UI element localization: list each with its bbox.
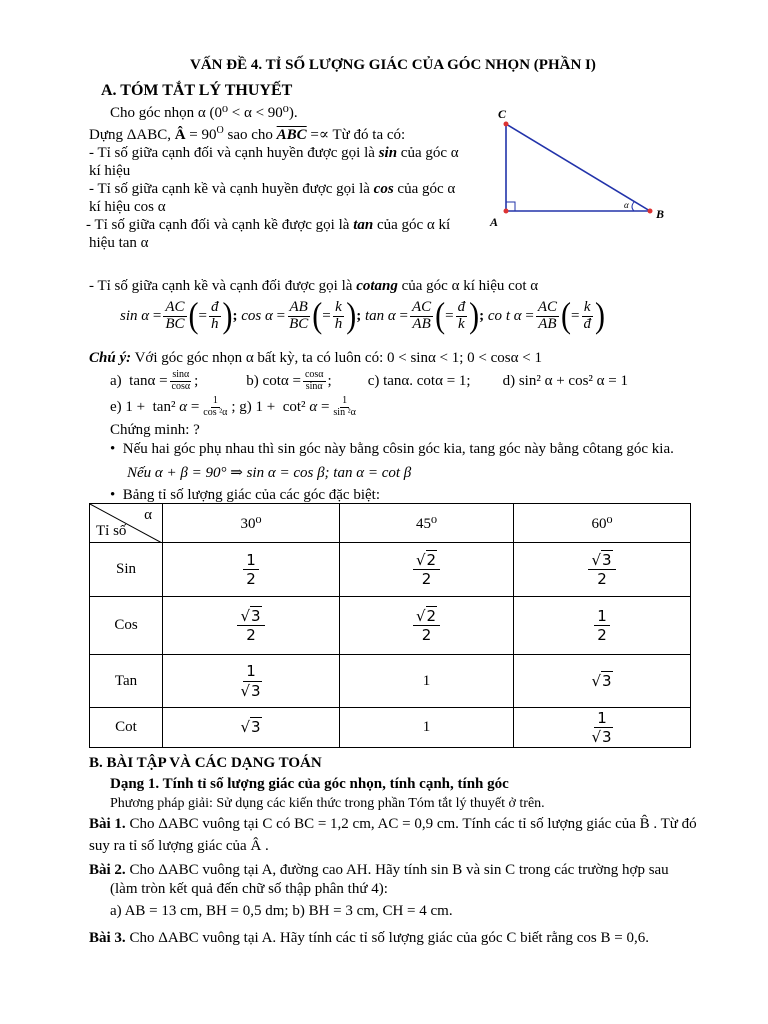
table-corner-cell xyxy=(90,504,163,543)
cot-45: 1 xyxy=(340,708,514,748)
vertex-c-label: C xyxy=(498,107,507,121)
row-label-cos: Cos xyxy=(90,597,163,655)
sin-60: $\frac{√3}{2}$ xyxy=(514,543,691,597)
exercise-1-cont: suy ra tỉ số lượng giác của Â . xyxy=(89,838,269,854)
bullet-complementary-formula: Nếu α + β = 90° ⇒ sin α = cos β; tan α = cot β xyxy=(127,465,412,481)
section-b-heading: B. BÀI TẬP VÀ CÁC DẠNG TOÁN xyxy=(89,755,322,771)
cos-30: $\frac{√3}{2}$ xyxy=(163,597,340,655)
sin-notation: kí hiệu xyxy=(89,163,131,179)
ratio-formulas: sin α = AC BC ( = đ h ) ; cos α = AB BC ( = k h ) ; tan α = AC AB ( = đ k ) ; co t α = AC AB ( = k đ ) xyxy=(120,295,605,336)
tan-definition: - Tỉ số giữa cạnh đối và cạnh kề được gọi là tan của góc α kí xyxy=(86,217,451,233)
corner-ratio-label: Tỉ số xyxy=(96,523,127,539)
bullet-complementary: • Nếu hai góc phụ nhau thì sin góc này bằng côsin góc kia, tang góc này bằng côtang góc kia. xyxy=(110,441,674,457)
method-line: Phương pháp giải: Sử dụng các kiến thức trong phần Tóm tắt lý thuyết ở trên. xyxy=(110,796,545,811)
cos-60: $\frac{1}{2}$ xyxy=(514,597,691,655)
exercise-2-note: (làm tròn kết quả đến chữ số thập phân thứ 4): xyxy=(110,881,388,897)
page-title: VẤN ĐỀ 4. TỈ SỐ LƯỢNG GIÁC CỦA GÓC NHỌN (PHẦN I) xyxy=(190,57,596,73)
exercise-3: Bài 3. Cho ΔABC vuông tại A. Hãy tính các tỉ số lượng giác của góc C biết rằng cos B = 0,6. xyxy=(89,930,649,946)
cot-definition: - Tỉ số giữa cạnh kề và cạnh đối được gọi là cotang của góc α kí hiệu cot α xyxy=(89,278,539,294)
tan-30: $\frac{1}{√3}$ xyxy=(163,655,340,708)
tan-notation: hiệu tan α xyxy=(89,235,149,251)
vertex-b-label: B xyxy=(656,207,665,221)
exercise-1: Bài 1. Cho ΔABC vuông tại C có BC = 1,2 cm, AC = 0,9 cm. Tính các tỉ số lượng giác của B̂ . Từ đó xyxy=(89,816,697,832)
right-triangle-figure xyxy=(488,104,668,230)
theory-line1: Cho góc nhọn α (0⁰ < α < 90⁰). xyxy=(110,105,298,121)
tan-45: 1 xyxy=(340,655,514,708)
header-60: 60⁰ xyxy=(514,504,691,543)
row-label-sin: Sin xyxy=(90,543,163,597)
special-angle-table xyxy=(89,503,691,748)
tan-60: √3 xyxy=(514,655,691,708)
sin-definition: - Tỉ số giữa cạnh đối và cạnh huyền được gọi là sin của góc α xyxy=(89,145,459,161)
proof-line: Chứng minh: ? xyxy=(110,422,200,438)
vertex-a-label: A xyxy=(490,215,499,229)
bullet-table-intro: • Bảng tỉ số lượng giác của các góc đặc biệt: xyxy=(110,487,380,503)
identity-e-g: e) 1 + tan² α = $\frac{1}{\text{cos ²α}}$ ; g) 1 + cot² α = $\frac{1}{\text{sin ²α}}$ xyxy=(110,395,356,418)
identity-a-b-c-d: a) tanα = $\frac{\sin\alpha}{\cos\alpha}$ ; b) cotα = $\frac{\cos\alpha}{\sin\alpha}$ ; c) tanα. cotα = 1; d) sin² α + cos² α = 1 xyxy=(110,369,628,392)
angle-abc-symbol: $\overline{ABC}$ xyxy=(276,127,307,143)
note-line: Chú ý: Với góc góc nhọn α bất kỳ, ta có luôn có: 0 < sinα < 1; 0 < cosα < 1 xyxy=(89,350,542,366)
cos-45: $\frac{√2}{2}$ xyxy=(340,597,514,655)
cos-notation: kí hiệu cos α xyxy=(89,199,166,215)
exercise-2: Bài 2. Cho ΔABC vuông tại A, đường cao AH. Hãy tính sin B và sin C trong các trường hợp sau xyxy=(89,862,669,878)
alpha-label: α xyxy=(624,200,629,210)
theory-line2: Dựng ΔABC, Â = $90^O$ sao cho $\overline{ABC}$ =∝ Từ đó ta có: xyxy=(89,125,406,143)
exercise-2-cases: a) AB = 13 cm, BH = 0,5 dm; b) BH = 3 cm, CH = 4 cm. xyxy=(110,903,453,919)
angle-a-symbol: Â xyxy=(174,127,186,143)
corner-alpha: α xyxy=(144,507,152,523)
header-45: 45⁰ xyxy=(340,504,514,543)
section-a-heading: A. TÓM TẮT LÝ THUYẾT xyxy=(101,82,293,99)
sin-45: $\frac{√2}{2}$ xyxy=(340,543,514,597)
row-label-tan: Tan xyxy=(90,655,163,708)
dang1-heading: Dạng 1. Tính tỉ số lượng giác của góc nhọn, tính cạnh, tính góc xyxy=(110,776,509,792)
sin-30: $\frac{1}{2}$ xyxy=(163,543,340,597)
row-label-cot: Cot xyxy=(90,708,163,748)
cos-definition: - Tỉ số giữa cạnh kề và cạnh huyền được gọi là cos của góc α xyxy=(89,181,456,197)
cot-60: $\frac{1}{√3}$ xyxy=(514,708,691,748)
header-30: 30⁰ xyxy=(163,504,340,543)
cot-30: √3 xyxy=(163,708,340,748)
